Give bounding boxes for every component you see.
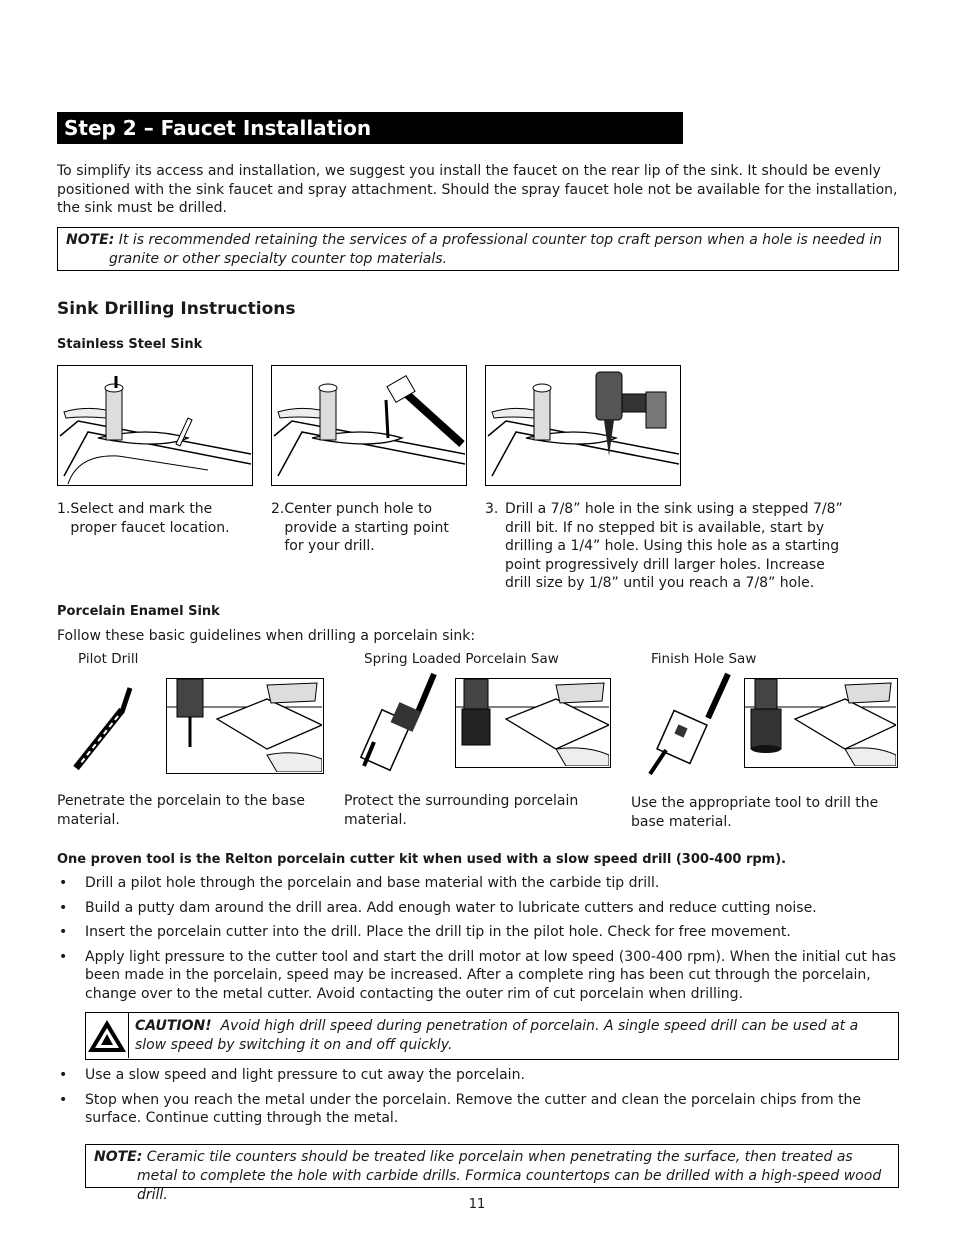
note-label: NOTE: bbox=[94, 1149, 143, 1165]
porcelain-saw-icon bbox=[356, 670, 442, 774]
step-1 bbox=[57, 500, 253, 537]
illustration-pilot-drill bbox=[166, 678, 324, 774]
step-3-number: 3. bbox=[485, 501, 499, 517]
stainless-heading: Stainless Steel Sink bbox=[57, 337, 203, 352]
note-box bbox=[57, 227, 899, 271]
caution-text: Avoid high drill speed during penetration of porcelain. A single speed drill can be used at a slow speed by switching it on and off quickly. bbox=[135, 1018, 859, 1053]
tool-label-pilot-drill: Pilot Drill bbox=[78, 651, 139, 667]
caution-label: CAUTION! bbox=[135, 1018, 212, 1034]
warning-triangle-icon bbox=[86, 1013, 129, 1058]
list-item: • Insert the porcelain cutter into the drill. Place the drill tip in the pilot hole. Check for free movement. bbox=[57, 923, 899, 942]
tool-label-hole-saw: Finish Hole Saw bbox=[651, 651, 757, 667]
note-text: It is recommended retaining the services of a professional counter top craft person when a hole is needed in granite or other specialty counter top materials. bbox=[109, 232, 882, 267]
page-title: Step 2 – Faucet Installation bbox=[57, 112, 683, 144]
caution-text-block bbox=[129, 1013, 898, 1059]
list-item: • Drill a pilot hole through the porcelain and base material with the carbide tip drill. bbox=[57, 874, 899, 893]
porcelain-heading: Porcelain Enamel Sink bbox=[57, 604, 220, 619]
intro-paragraph: To simplify its access and installation, we suggest you install the faucet on the rear lip of the sink. It should be evenly positioned with the sink faucet and spray attachment. Should the spray faucet hole not be available for the installation, the sink must be drilled. bbox=[57, 163, 898, 216]
step-2-number: 2. bbox=[271, 501, 285, 517]
step-2 bbox=[271, 500, 467, 556]
porcelain-intro: Follow these basic guidelines when drilling a porcelain sink: bbox=[57, 628, 476, 644]
caption-hole-saw: Use the appropriate tool to drill the base material. bbox=[631, 795, 879, 830]
caution-box bbox=[85, 1012, 899, 1060]
pilot-drill-icon bbox=[68, 684, 144, 774]
step-3 bbox=[485, 500, 875, 593]
note-box-ceramic bbox=[85, 1144, 899, 1203]
note-text: Ceramic tile counters should be treated like porcelain when penetrating the surface, then treated as metal to complete the hole with carbide drills. Formica countertops can be drilled with a high-speed wood drill. bbox=[137, 1149, 882, 1203]
caption-porcelain-saw: Protect the surrounding porcelain material. bbox=[344, 793, 579, 828]
list-item: • Build a putty dam around the drill area. Add enough water to lubricate cutters and reduce cutting noise. bbox=[57, 899, 899, 918]
illustration-porcelain-saw bbox=[455, 678, 611, 768]
illustration-center-punch bbox=[271, 365, 467, 486]
tool-label-porcelain-saw: Spring Loaded Porcelain Saw bbox=[364, 651, 559, 667]
step-1-text: Select and mark the proper faucet location. bbox=[70, 501, 230, 536]
note-label: NOTE: bbox=[66, 232, 115, 248]
caption-pilot-drill: Penetrate the porcelain to the base material. bbox=[57, 793, 306, 828]
page-number: 11 bbox=[468, 1197, 486, 1212]
step-2-text: Center punch hole to provide a starting point for your drill. bbox=[284, 501, 449, 554]
kit-bullet-list bbox=[57, 874, 899, 1009]
section-heading: Sink Drilling Instructions bbox=[57, 299, 296, 319]
list-item: • Apply light pressure to the cutter tool and start the drill motor at low speed (300-400 rpm). When the initial cut has been made in the porcelain, speed may be increased. After a complete ring has been cut through the porcelain, change over to the metal cutter. Avoid contacting the outer rim of cut porcelain when drilling. bbox=[57, 948, 899, 1004]
hole-saw-icon bbox=[644, 670, 734, 778]
list-item: • Stop when you reach the metal under the porcelain. Remove the cutter and clean the porcelain chips from the surface. Continue cutting through the metal. bbox=[57, 1091, 899, 1128]
list-item: • Use a slow speed and light pressure to cut away the porcelain. bbox=[57, 1066, 899, 1085]
illustration-mark-location bbox=[57, 365, 253, 486]
step-3-text: Drill a 7/8” hole in the sink using a stepped 7/8” drill bit. If no stepped bit is available, start by drilling a 1/4” hole. Using this hole as a starting point progressively drill larger holes. Increase drill size by 1/8” until you reach a 7/8” hole. bbox=[505, 501, 843, 591]
illustration-hole-saw bbox=[744, 678, 898, 768]
kit-heading: One proven tool is the Relton porcelain cutter kit when used with a slow speed drill (300-400 rpm). bbox=[57, 852, 787, 867]
illustration-drill-hole bbox=[485, 365, 681, 486]
kit-bullet-list-2 bbox=[57, 1066, 899, 1134]
step-1-number: 1. bbox=[57, 501, 71, 517]
